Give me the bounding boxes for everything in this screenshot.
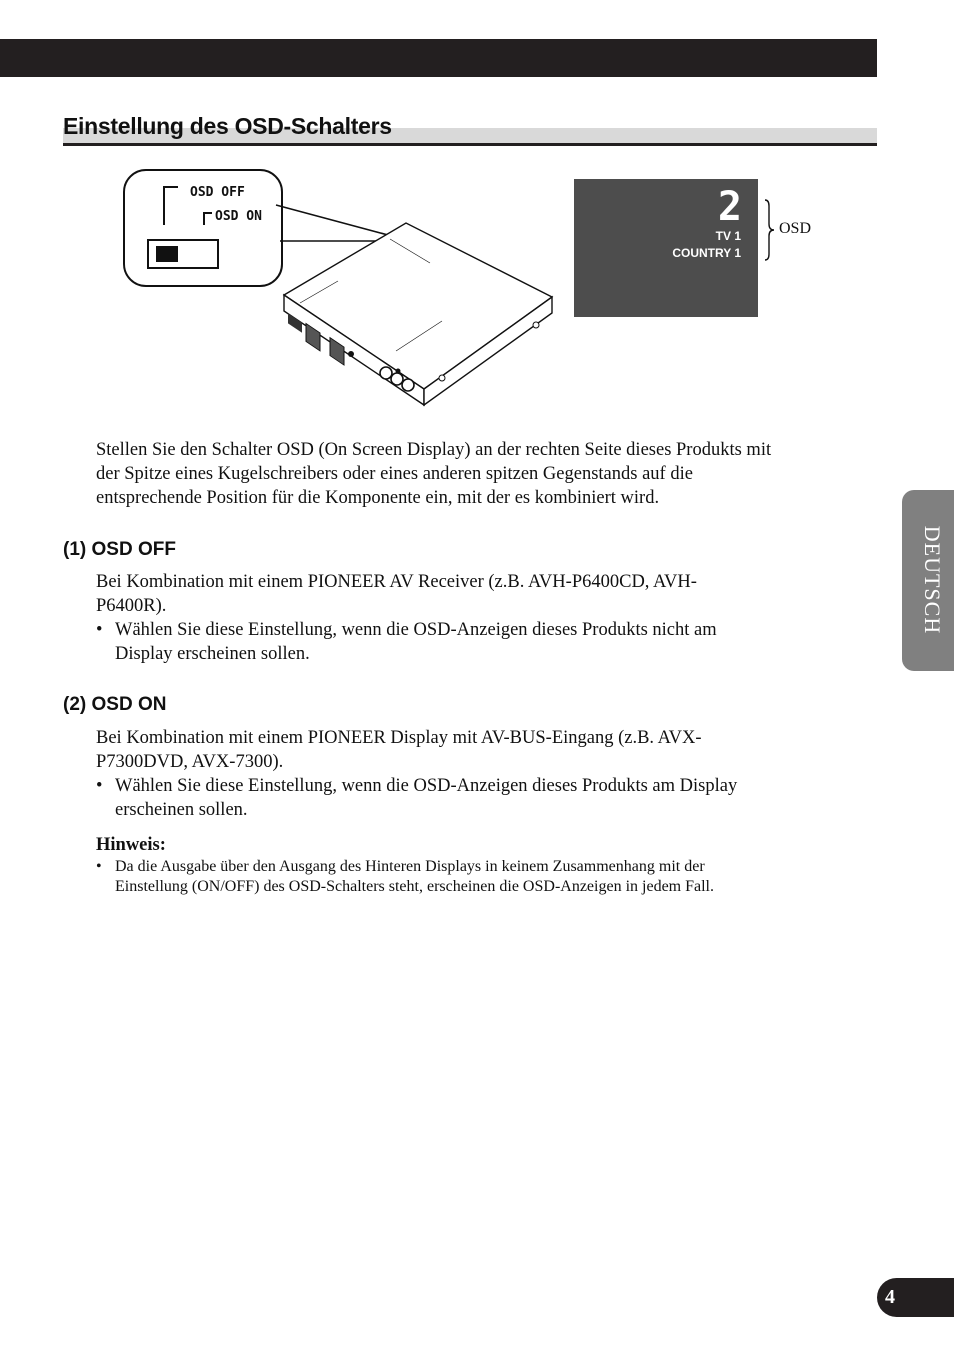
osd-on-text-line-1: Bei Kombination mit einem PIONEER Display mit AV-BUS-Eingang (z.B. AVX- [96,728,702,748]
intro-line-3: entsprechende Position für die Komponente ein, mit der es kombiniert wird. [96,488,660,508]
osd-on-bullet-line-1: Wählen Sie diese Einstellung, wenn die OSD-Anzeigen dieses Produkts am Display [115,776,738,796]
osd-on-bullet-line-2: erscheinen sollen. [115,800,248,820]
osd-channel-number: 2 [717,184,742,230]
section-title [63,112,877,146]
intro-line-2: der Spitze eines Kugelschreibers oder eines anderen spitzen Gegenstands auf die [96,464,693,484]
osd-off-bullet-line-1: Wählen Sie diese Einstellung, wenn die OSD-Anzeigen dieses Produkts nicht am [115,620,717,640]
bullet-dot: • [96,776,103,796]
osd-brace-label: OSD [779,220,812,237]
note-bullet [96,857,836,897]
osd-source-line: TV 1 [715,229,741,243]
section-title-text: Einstellung des OSD-Schalters [63,113,392,139]
osd-off-switch-label: OSD OFF [190,185,245,200]
intro-line-1: Stellen Sie den Schalter OSD (On Screen Display) an der rechten Seite dieses Produkts mit [96,440,772,460]
osd-off-heading: (1) OSD OFF [63,539,176,560]
note-bullet-line-2: Einstellung (ON/OFF) des OSD-Schalters steht, erscheinen die OSD-Anzeigen in jedem Fall. [115,878,714,895]
osd-off-bullet [96,618,856,666]
osd-switch-knob [156,246,178,262]
osd-brace [761,198,777,262]
osd-on-bullet [96,774,856,822]
bullet-dot: • [96,858,102,875]
osd-on-switch-label: OSD ON [215,209,262,224]
osd-off-bullet-line-2: Display erscheinen sollen. [115,644,310,664]
osd-off-text-line-1: Bei Kombination mit einem PIONEER AV Receiver (z.B. AVH-P6400CD, AVH- [96,572,697,592]
top-header-bar [0,39,877,77]
osd-off-text-line-2: P6400R). [96,596,167,616]
osd-country-line: COUNTRY 1 [672,246,741,260]
language-tab [902,490,954,671]
page-number-badge [877,1278,954,1317]
note-title: Hinweis: [96,835,166,855]
osd-on-heading: (2) OSD ON [63,694,167,715]
bullet-dot: • [96,620,103,640]
device-top-face [284,223,552,389]
note-bullet-line-1: Da die Ausgabe über den Ausgang des Hinteren Displays in keinem Zusammenhang mit der [115,858,705,875]
language-tab-label: DEUTSCH [920,525,945,635]
osd-screen-example [574,179,758,317]
page-number: 4 [885,1286,895,1308]
osd-on-text-line-2: P7300DVD, AVX-7300). [96,752,284,772]
